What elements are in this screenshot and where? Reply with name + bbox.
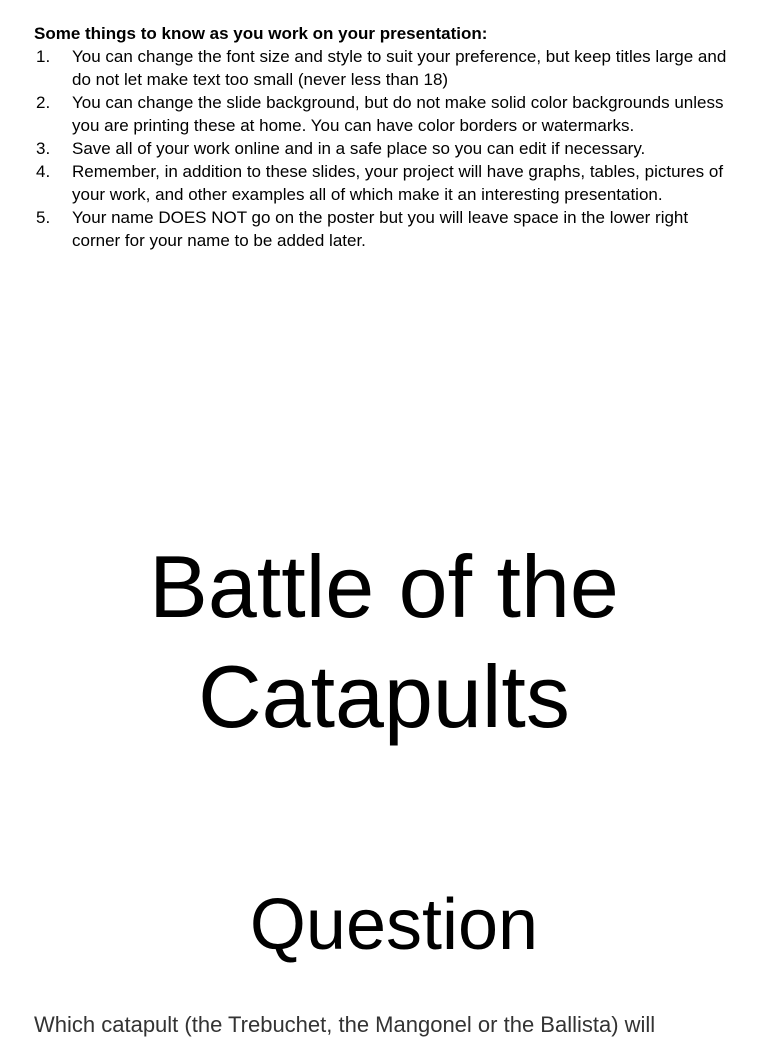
list-item <box>34 160 734 206</box>
list-item-number: 2. <box>36 93 51 112</box>
page-title <box>0 532 768 752</box>
list-item-text: You can change the slide background, but do not make solid color backgrounds unless you are printing these at home. You can have color borders or watermarks. <box>72 93 724 135</box>
title-line-2: Catapults <box>198 647 570 746</box>
list-item-number: 5. <box>36 208 51 227</box>
question-heading: Question <box>249 885 539 965</box>
list-item <box>34 137 734 160</box>
notes-list <box>34 45 734 252</box>
list-item <box>34 45 734 91</box>
list-item-text: Save all of your work online and in a safe place so you can edit if necessary. <box>72 139 646 158</box>
list-item-text: Remember, in addition to these slides, your project will have graphs, tables, pictures of your work, and other examples all of which make it an interesting presentation. <box>72 162 724 204</box>
list-item <box>34 206 734 252</box>
notes-heading: Some things to know as you work on your presentation: <box>34 24 488 43</box>
list-item <box>34 91 734 137</box>
question-text: Which catapult (the Trebuchet, the Mangonel or the Ballista) will <box>34 1012 656 1037</box>
list-item-text: You can change the font size and style to suit your preference, but keep titles large and do not let make text too small (never less than 18) <box>72 47 727 89</box>
list-item-number: 1. <box>36 47 51 66</box>
presentation-notes <box>34 22 734 252</box>
list-item-number: 3. <box>36 139 51 158</box>
list-item-number: 4. <box>36 162 51 181</box>
title-line-1: Battle of the <box>149 537 619 636</box>
list-item-text: Your name DOES NOT go on the poster but you will leave space in the lower right corner for your name to be added later. <box>72 208 689 250</box>
